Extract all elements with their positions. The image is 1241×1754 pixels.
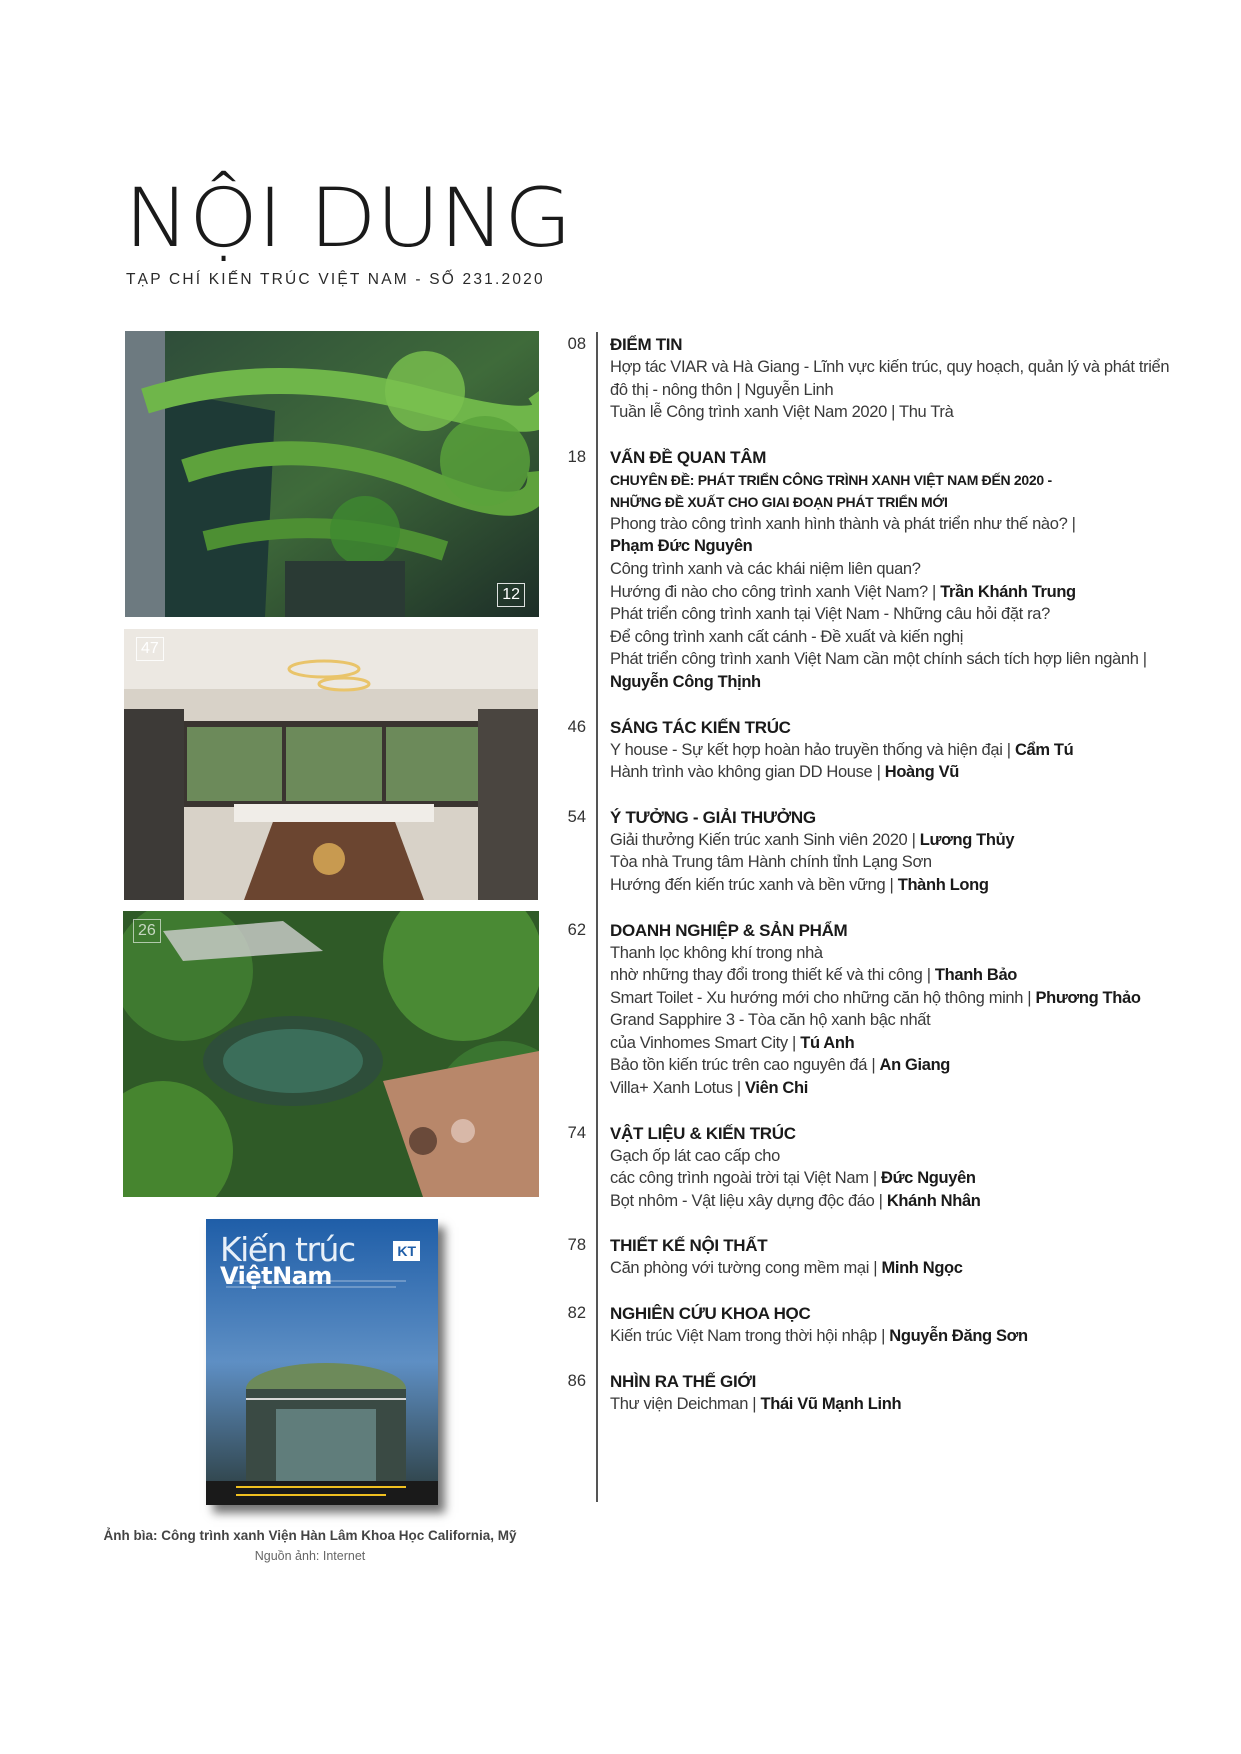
- toc-article-title: Bảo tồn kiến trúc trên cao nguyên đá |: [610, 1056, 880, 1075]
- toc-article-author: Đức Nguyên: [881, 1169, 976, 1188]
- toc-article[interactable]: [610, 535, 1196, 558]
- toc-article[interactable]: [610, 1077, 1196, 1100]
- toc-article-title: Hướng đi nào cho công trình xanh Việt Nam? |: [610, 582, 941, 601]
- toc-article[interactable]: [610, 356, 1196, 379]
- toc-article[interactable]: [610, 1145, 1196, 1168]
- cover-caption: Ảnh bìa: Công trình xanh Viện Hàn Lâm Khoa Học California, Mỹ: [103, 1528, 517, 1543]
- toc-page-number: 82: [567, 1304, 586, 1323]
- toc-page-number: 18: [567, 447, 586, 466]
- toc-subheading: CHUYÊN ĐỀ: PHÁT TRIỂN CÔNG TRÌNH XANH VIỆT NAM ĐẾN 2020 -: [610, 471, 1052, 488]
- toc-article[interactable]: [610, 1054, 1196, 1077]
- toc-page-number: 74: [567, 1123, 586, 1142]
- toc-section-heading[interactable]: VẤN ĐỀ QUAN TÂM: [610, 447, 767, 467]
- magazine-cover: [206, 1219, 438, 1505]
- toc-article[interactable]: [610, 648, 1196, 671]
- toc-article[interactable]: [610, 558, 1196, 581]
- toc-article-title: đô thị - nông thôn | Nguyễn Linh: [610, 380, 834, 399]
- toc-article-title: Phong trào công trình xanh hình thành và phát triển như thế nào? |: [610, 514, 1076, 533]
- cover-logo: KT: [393, 1241, 420, 1261]
- toc-article-title: Để công trình xanh cất cánh - Đề xuất và kiến nghị: [610, 627, 964, 646]
- photo-page-badge: 12: [497, 583, 525, 607]
- toc-article[interactable]: [610, 626, 1196, 649]
- toc-article-author: Thái Vũ Mạnh Linh: [760, 1394, 902, 1413]
- toc-article-title: Kiến trúc Việt Nam trong thời hội nhập |: [610, 1327, 890, 1346]
- toc-page-number: 46: [567, 717, 586, 736]
- cover-photo-source: Nguồn ảnh: Internet: [254, 1549, 366, 1563]
- toc-article-author: Thành Long: [897, 875, 989, 894]
- toc-article-author: Minh Ngọc: [881, 1259, 963, 1278]
- toc-article[interactable]: [610, 581, 1196, 604]
- toc-section-heading[interactable]: NGHIÊN CỨU KHOA HỌC: [610, 1304, 811, 1324]
- toc-article-title: nhờ những thay đổi trong thiết kế và thi công |: [610, 966, 935, 985]
- toc-article-author: Khánh Nhân: [886, 1191, 981, 1210]
- toc-article[interactable]: [610, 379, 1196, 402]
- toc-article[interactable]: [610, 1009, 1196, 1032]
- toc-article-author: Thanh Bảo: [934, 966, 1018, 985]
- magazine-issue: TẠP CHÍ KIẾN TRÚC VIỆT NAM - SỐ 231.2020: [126, 271, 545, 288]
- toc-article[interactable]: [610, 761, 1196, 784]
- cover-brand-line1: Kiến trúc: [220, 1230, 355, 1269]
- toc-article[interactable]: [610, 829, 1196, 852]
- toc-article-title: Hành trình vào không gian DD House |: [610, 763, 885, 782]
- toc-article-title: Smart Toilet - Xu hướng mới cho những căn hộ thông minh |: [610, 988, 1036, 1007]
- toc-section[interactable]: [556, 1235, 1196, 1280]
- toc-article[interactable]: [610, 964, 1196, 987]
- toc-article-title: Phát triển công trình xanh tại Việt Nam - Những câu hỏi đặt ra?: [610, 605, 1050, 624]
- toc-page-number: 54: [567, 807, 586, 826]
- toc-article-title: Thư viện Deichman |: [610, 1394, 761, 1413]
- toc-article[interactable]: [610, 603, 1196, 626]
- toc-article-title: Hướng đến kiến trúc xanh và bền vững |: [610, 875, 898, 894]
- toc-article-title: Villa+ Xanh Lotus |: [610, 1079, 746, 1098]
- toc-article-title: Tuần lễ Công trình xanh Việt Nam 2020 | Thu Trà: [610, 403, 954, 422]
- toc-article-author: An Giang: [879, 1056, 951, 1075]
- toc-article-author: Hoàng Vũ: [884, 763, 959, 782]
- toc-article-title: Căn phòng với tường cong mềm mại |: [610, 1259, 882, 1278]
- page-title: NỘI DUNG: [124, 170, 572, 266]
- toc-article[interactable]: [610, 401, 1196, 424]
- toc-article-author: Cẩm Tú: [1014, 740, 1074, 759]
- toc-article-title: Thanh lọc không khí trong nhà: [610, 943, 823, 962]
- toc-article-title: của Vinhomes Smart City |: [610, 1033, 801, 1052]
- toc-section-heading[interactable]: DOANH NGHIỆP & SẢN PHẨM: [610, 920, 848, 940]
- toc-section-heading[interactable]: NHÌN RA THẾ GIỚI: [610, 1371, 757, 1391]
- toc-article-title: Công trình xanh và các khái niệm liên quan?: [610, 559, 921, 578]
- toc-article[interactable]: [610, 1167, 1196, 1190]
- toc-page-number: 08: [567, 335, 586, 353]
- toc-section[interactable]: [556, 920, 1196, 1100]
- toc-article[interactable]: [610, 1032, 1196, 1055]
- toc-section[interactable]: [556, 1303, 1196, 1348]
- photo-page-badge: 26: [133, 919, 161, 943]
- toc-section[interactable]: [556, 1123, 1196, 1213]
- toc-page-number: 78: [567, 1236, 586, 1255]
- photo-green-tower: [125, 331, 539, 617]
- toc-article-author: Phạm Đức Nguyên: [610, 537, 753, 556]
- photo-page-badge: 47: [136, 637, 164, 661]
- toc-article-title: Bọt nhôm - Vật liệu xây dựng độc đáo |: [610, 1191, 887, 1210]
- toc-article[interactable]: [610, 851, 1196, 874]
- toc-article-title: Grand Sapphire 3 - Tòa căn hộ xanh bậc nhất: [610, 1011, 931, 1030]
- toc-section[interactable]: [556, 717, 1196, 784]
- toc-article[interactable]: [610, 739, 1196, 762]
- toc-section-heading[interactable]: Ý TƯỞNG - GIẢI THƯỞNG: [610, 807, 816, 827]
- toc-article-author: Trần Khánh Trung: [940, 582, 1076, 601]
- toc-article-author: Lương Thủy: [919, 830, 1015, 849]
- photo-roof-garden: [123, 911, 539, 1197]
- toc-page-number: 86: [567, 1371, 586, 1390]
- toc-subheading: NHỮNG ĐỀ XUẤT CHO GIAI ĐOẠN PHÁT TRIỂN MỚI: [610, 493, 948, 510]
- toc-section[interactable]: [556, 334, 1196, 424]
- toc-section[interactable]: [556, 807, 1196, 897]
- toc-article[interactable]: [610, 513, 1196, 536]
- toc-section-heading[interactable]: ĐIỂM TIN: [610, 335, 683, 354]
- toc-section[interactable]: [556, 447, 1196, 694]
- toc-article-title: Hợp tác VIAR và Hà Giang - Lĩnh vực kiến trúc, quy hoạch, quản lý và phát triển: [610, 358, 1170, 376]
- toc-article-author: Phương Thảo: [1035, 988, 1141, 1007]
- toc-section-heading[interactable]: THIẾT KẾ NỘI THẤT: [610, 1236, 768, 1256]
- toc-article-title: Y house - Sự kết hợp hoàn hảo truyền thống và hiện đại |: [610, 740, 1015, 759]
- toc-article[interactable]: [610, 942, 1196, 965]
- toc-page-number: 62: [567, 920, 586, 939]
- toc-article-title: Tòa nhà Trung tâm Hành chính tỉnh Lạng Sơn: [610, 853, 932, 872]
- toc-article[interactable]: [610, 1393, 1196, 1416]
- toc-article-author: Nguyễn Công Thịnh: [610, 672, 761, 691]
- toc-section[interactable]: [556, 1371, 1196, 1416]
- toc-article[interactable]: [610, 874, 1196, 897]
- toc-article-author: Nguyễn Đăng Sơn: [889, 1327, 1028, 1346]
- toc-article-title: các công trình ngoài trời tại Việt Nam |: [610, 1169, 882, 1188]
- toc-section-heading[interactable]: SÁNG TÁC KIẾN TRÚC: [610, 717, 791, 737]
- toc-article-title: Giải thưởng Kiến trúc xanh Sinh viên 2020 |: [610, 830, 920, 849]
- table-of-contents: [556, 334, 1196, 1438]
- toc-article-author: Tú Anh: [800, 1033, 855, 1052]
- cover-brand-line2: ViệtNam: [220, 1262, 332, 1290]
- toc-article-title: Gạch ốp lát cao cấp cho: [610, 1146, 780, 1165]
- toc-section-heading[interactable]: VẬT LIỆU & KIẾN TRÚC: [610, 1123, 796, 1143]
- photo-kitchen-interior: [124, 629, 538, 900]
- toc-article[interactable]: [610, 987, 1196, 1010]
- toc-article[interactable]: [610, 1257, 1196, 1280]
- toc-article-title: Phát triển công trình xanh Việt Nam cần một chính sách tích hợp liên ngành |: [610, 650, 1147, 669]
- toc-article[interactable]: [610, 1325, 1196, 1348]
- toc-article[interactable]: [610, 1190, 1196, 1213]
- toc-article[interactable]: [610, 671, 1196, 694]
- toc-article-author: Viên Chi: [745, 1079, 808, 1098]
